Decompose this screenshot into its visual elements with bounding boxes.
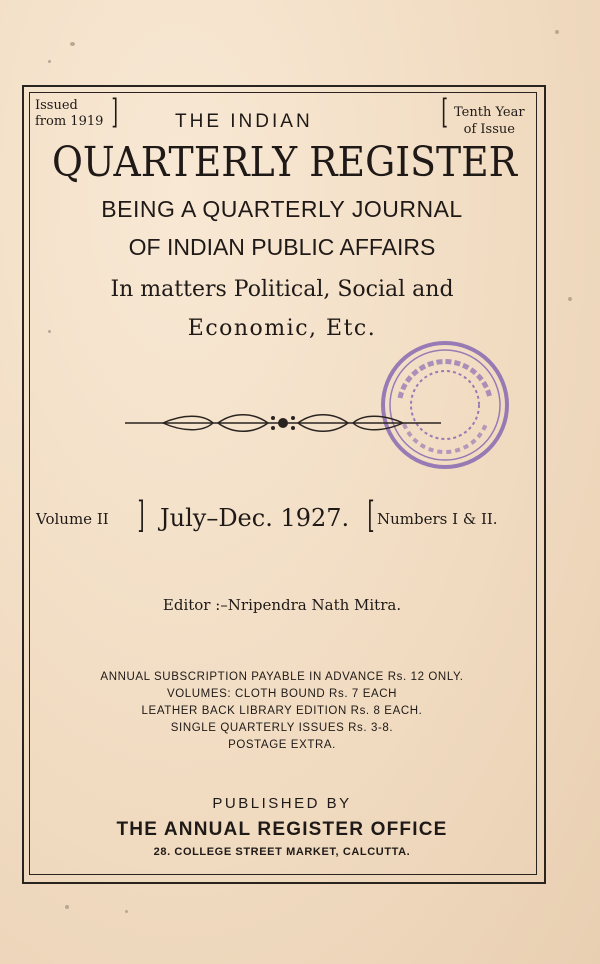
publisher-address: 28. COLLEGE STREET MARKET, CALCUTTA. <box>153 846 411 858</box>
issue-date: July–Dec. 1927. <box>160 504 350 532</box>
subscription-line: POSTAGE EXTRA. <box>228 739 336 751</box>
volume-bracket: ] <box>137 495 145 536</box>
subtitle-journal: BEING A QUARTERLY JOURNAL <box>101 196 463 222</box>
paper-speck <box>48 60 51 63</box>
issued-bracket: ] <box>111 92 118 132</box>
top-title: THE INDIAN <box>175 111 313 132</box>
paper-speck <box>70 42 75 46</box>
tenth-line-1: Tenth Year <box>454 105 525 120</box>
numbers-bracket: [ <box>367 495 375 536</box>
subtitle-matters: In matters Political, Social and <box>110 277 454 302</box>
subtitle-economic: Economic, Etc. <box>187 316 377 341</box>
paper-speck <box>568 297 572 301</box>
issued-note <box>35 98 103 130</box>
subscription-block <box>30 669 534 754</box>
publisher-name: THE ANNUAL REGISTER OFFICE <box>116 819 448 840</box>
numbers-label: Numbers I & II. <box>377 510 498 528</box>
tenth-bracket: [ <box>441 92 448 132</box>
subscription-line: ANNUAL SUBSCRIPTION PAYABLE IN ADVANCE Rs. 12 ONLY. <box>100 671 464 683</box>
paper-speck <box>48 330 51 333</box>
published-by: PUBLISHED BY <box>212 795 352 812</box>
library-stamp-icon <box>378 338 512 472</box>
subtitle-affairs: OF INDIAN PUBLIC AFFAIRS <box>128 234 436 260</box>
paper-speck <box>555 30 559 34</box>
tenth-year-note <box>454 104 525 138</box>
issued-line-1: Issued <box>35 98 78 113</box>
ornament-divider-icon <box>123 410 443 436</box>
paper-speck <box>65 905 69 909</box>
volume-label: Volume II <box>36 510 109 528</box>
main-title: QUARTERLY REGISTER <box>52 138 518 186</box>
subscription-line: VOLUMES: CLOTH BOUND Rs. 7 EACH <box>166 688 398 700</box>
subscription-line: SINGLE QUARTERLY ISSUES Rs. 3-8. <box>170 722 394 734</box>
issued-line-2: from 1919 <box>35 114 104 129</box>
subscription-line: LEATHER BACK LIBRARY EDITION Rs. 8 EACH. <box>141 705 423 717</box>
paper-speck <box>125 910 128 913</box>
tenth-line-2: of Issue <box>463 122 515 137</box>
editor-line: Editor :–Nripendra Nath Mitra. <box>162 596 402 614</box>
